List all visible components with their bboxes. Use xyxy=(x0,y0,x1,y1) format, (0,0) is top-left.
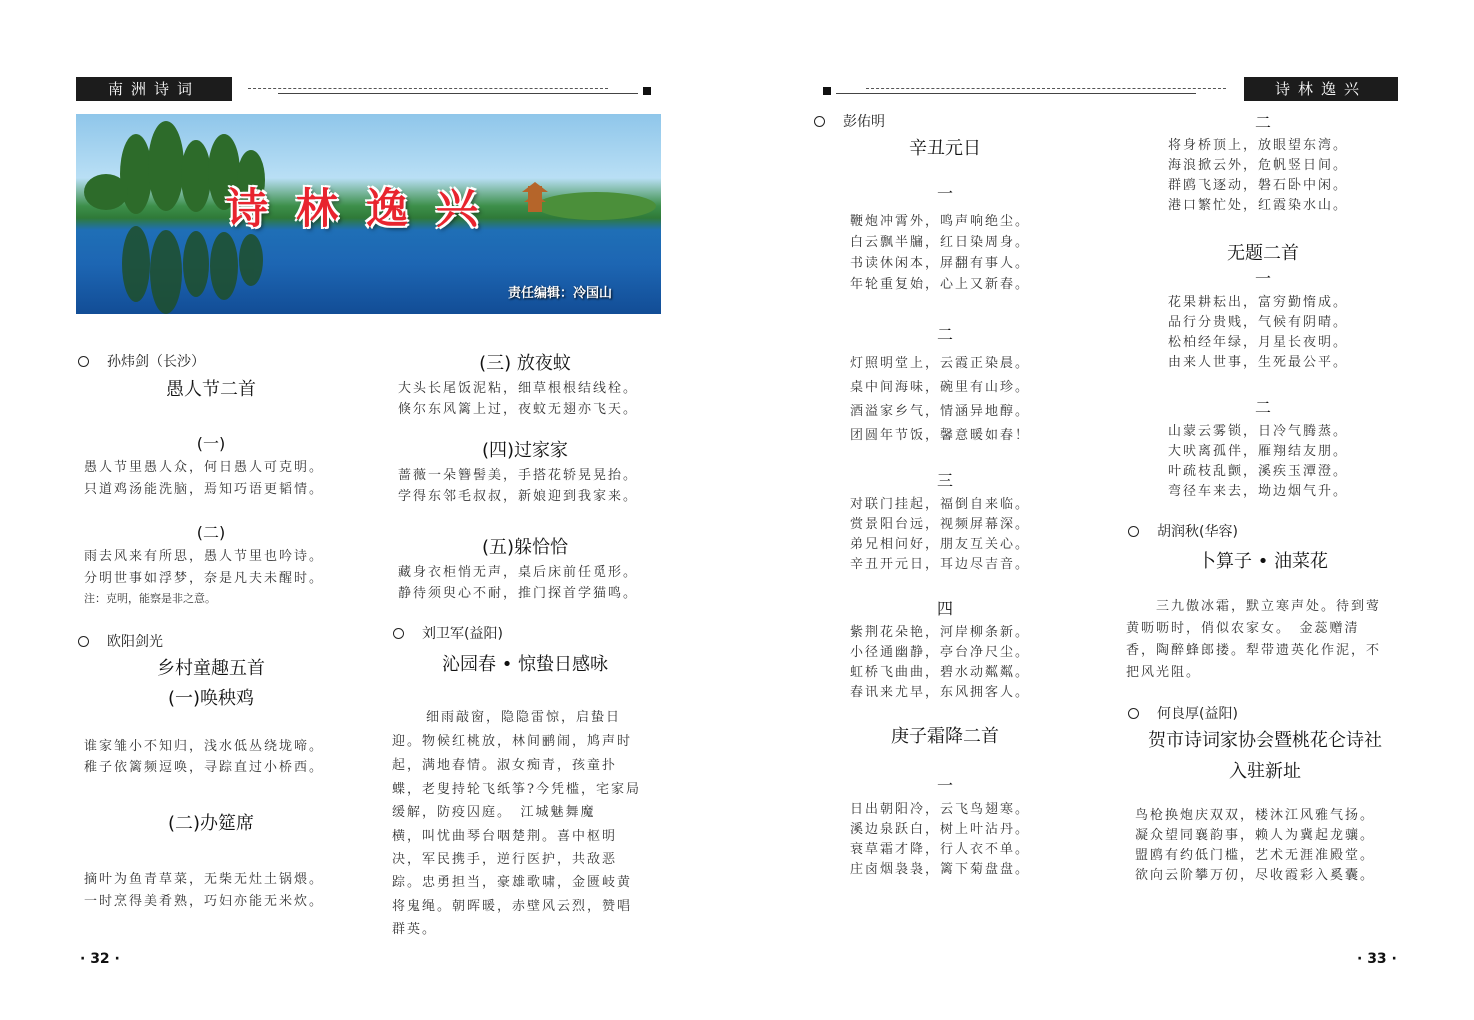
verse-line: 庄卤烟袅袅，篱下菊盘盘。 xyxy=(850,862,1031,877)
banner-editor: 责任编辑：冷国山 xyxy=(508,286,613,301)
poem-subtitle: (五)躲恰恰 xyxy=(481,537,569,558)
circle-bullet-icon xyxy=(78,636,89,647)
verse-line: 迎。物候红桃放，林间鹂闹，鸠声时 xyxy=(392,734,633,749)
verse-line: 雨去风来有所思，愚人节里也吟诗。 xyxy=(84,549,325,564)
verse-line: 鞭炮冲霄外，鸣声响绝尘。 xyxy=(850,214,1031,229)
section-num: 一 xyxy=(936,776,953,795)
section-num: 三 xyxy=(936,471,953,490)
verse-line: 凝众望同襄韵事，赖人为冀起龙骧。 xyxy=(1135,828,1376,843)
verse-line: 小径通幽静，亭台净尺尘。 xyxy=(850,645,1031,660)
poem-subtitle: (二)办筵席 xyxy=(167,813,255,834)
poem-title-heshi-line2: 入驻新址 xyxy=(1229,761,1301,782)
left-header-rule-dashed xyxy=(248,88,608,89)
section-num: 一 xyxy=(1254,269,1271,288)
verse-line: 摘叶为鱼青草菜，无柴无灶土锅煨。 xyxy=(84,872,325,887)
verse-line: 桌中间海味，碗里有山珍。 xyxy=(850,380,1031,395)
verse-line: 赏景阳台远，视频屏幕深。 xyxy=(850,517,1031,532)
left-header-square xyxy=(643,87,651,95)
circle-bullet-icon xyxy=(1128,526,1139,537)
verse-line: 酒溢家乡气，情涵异地醇。 xyxy=(850,404,1031,419)
verse-line: 蔷薇一朵簪髻美，手搭花轿晃晃抬。 xyxy=(398,468,639,483)
verse-line: 衰草霜才降，行人衣不单。 xyxy=(850,842,1031,857)
author-sun: 孙炜剑（长沙） xyxy=(78,352,205,372)
verse-line: 虹桥飞曲曲，碧水动粼粼。 xyxy=(850,665,1031,680)
verse-line: 只道鸡汤能洗脑，焉知巧语更韬情。 xyxy=(84,482,325,497)
verse-line: 弟兄相问好，朋友互关心。 xyxy=(850,537,1031,552)
verse-line: 稚子依篱频逗唤，寻踪直过小桥西。 xyxy=(84,760,325,775)
left-header-rule xyxy=(278,93,638,94)
circle-bullet-icon xyxy=(814,116,825,127)
verse-line: 香，陶醉蜂郎搂。犁带遗英化作泥，不 xyxy=(1126,643,1382,658)
author-ouyang: 欧阳剑光 xyxy=(78,632,163,652)
verse-line: 山蒙云雾锁，日冷气腾蒸。 xyxy=(1168,424,1349,439)
verse-line: 踪。忠勇担当，豪雄歌啸，金匮岐黄 xyxy=(392,875,633,890)
poem-subtitle: (一)唤秧鸡 xyxy=(167,688,255,709)
page-number-left: · 32 · xyxy=(80,951,120,967)
poem-subtitle: (四)过家家 xyxy=(481,440,569,461)
verse-line: 春讯来尤早，东风拥客人。 xyxy=(850,685,1031,700)
verse-line: 决，军民携手，逆行医护，共敌恶 xyxy=(392,852,618,867)
verse-line: 叶疏枝乱颤，溪疾玉潭澄。 xyxy=(1168,464,1349,479)
section-num: 一 xyxy=(936,184,953,203)
author-hu: 胡润秋(华容) xyxy=(1128,522,1238,542)
verse-line: 静待须臾心不耐，推门探首学猫鸣。 xyxy=(398,586,639,601)
poem-title-qinyuanchun: 沁园春 • 惊蛰日感咏 xyxy=(441,654,609,675)
verse-line: 缓解，防疫囚庭。 江城魅舞魔 xyxy=(392,805,596,820)
verse-line: 松柏经年绿，月星长夜明。 xyxy=(1168,335,1349,350)
verse-line: 学得东邻毛叔叔，新娘迎到我家来。 xyxy=(398,489,639,504)
verse-line: 愚人节里愚人众，何日愚人可克明。 xyxy=(84,460,325,475)
verse-line: 将身桥顶上，放眼望东湾。 xyxy=(1168,138,1349,153)
verse-line: 年轮重复始，心上又新春。 xyxy=(850,277,1031,292)
verse-line: 横，叫忧曲琴台咽楚荆。喜中枢明 xyxy=(392,829,618,844)
banner-title: 诗林逸兴 xyxy=(226,184,507,233)
verse-line: 辛丑开元日，耳边尽吉音。 xyxy=(850,557,1031,572)
verse-line: 起，满地春情。淑女痴青，孩童扑 xyxy=(392,758,618,773)
verse-line: 弯径车来去，坳边烟气升。 xyxy=(1168,484,1349,499)
section-num: 二 xyxy=(1254,113,1271,132)
section-num: (二) xyxy=(196,523,226,542)
right-header-rule xyxy=(836,93,1196,94)
verse-line: 群鸥飞逐动，磐石卧中闲。 xyxy=(1168,178,1349,193)
left-header-label: 南洲诗词 xyxy=(76,77,232,101)
verse-line: 一时烹得美肴熟，巧妇亦能无米炊。 xyxy=(84,894,325,909)
verse-line: 分明世事如浮梦，奈是凡夫未醒时。 xyxy=(84,571,325,586)
verse-line: 由来人世事，生死最公平。 xyxy=(1168,355,1349,370)
verse-line: 港口繁忙处，红霞染水山。 xyxy=(1168,198,1349,213)
verse-line: 三九傲冰霜，默立寒声处。待到莺 xyxy=(1156,599,1382,614)
verse-line: 黄呖呖时，俏似农家女。 金蕊赠清 xyxy=(1126,621,1360,636)
verse-line: 鸟枪换炮庆双双，楼沐江风雅气扬。 xyxy=(1135,808,1376,823)
poem-subtitle: (三) 放夜蚊 xyxy=(479,353,571,374)
poem-title-yurenjie: 愚人节二首 xyxy=(166,379,256,400)
right-header-label: 诗林逸兴 xyxy=(1244,77,1398,101)
section-num: 二 xyxy=(936,325,953,344)
verse-line: 藏身衣柜悄无声，桌后床前任觅形。 xyxy=(398,565,639,580)
verse-line: 白云飘半牖，红日染周身。 xyxy=(850,235,1031,250)
section-num: 二 xyxy=(1254,398,1271,417)
author-he: 何良厚(益阳) xyxy=(1128,704,1238,724)
poem-title-heshi-line1: 贺市诗词家协会暨桃花仑诗社 xyxy=(1148,730,1382,751)
verse-line: 细雨敲窗，隐隐雷惊，启蛰日 xyxy=(426,710,622,725)
right-header-rule-dashed xyxy=(866,88,1226,89)
verse-line: 大吠离孤伴，雁翔结友朋。 xyxy=(1168,444,1349,459)
verse-line: 群英。 xyxy=(392,922,438,937)
verse-line: 蝶，老叟持轮飞纸筝?今凭槛，宅家局 xyxy=(392,782,641,797)
verse-line: 团圆年节饭，馨意暖如春！ xyxy=(850,428,1031,443)
verse-line: 海浪掀云外，危帆竖日间。 xyxy=(1168,158,1349,173)
verse-line: 日出朝阳冷，云飞鸟翅寒。 xyxy=(850,802,1031,817)
poem-title-gengzi: 庚子霜降二首 xyxy=(891,726,999,747)
verse-line: 花果耕耘出，富穷勤惰成。 xyxy=(1168,295,1349,310)
circle-bullet-icon xyxy=(78,356,89,367)
verse-line: 倏尔东风篱上过，夜蚊无翅亦飞天。 xyxy=(398,402,639,417)
verse-line: 盟鸥有约低门槛，艺术无涯准殿堂。 xyxy=(1135,848,1376,863)
section-num: 四 xyxy=(936,599,953,618)
verse-line: 紫荆花朵艳，河岸柳条新。 xyxy=(850,625,1031,640)
poem-title-wuti: 无题二首 xyxy=(1227,243,1299,264)
right-header-square xyxy=(823,87,831,95)
verse-line: 欲向云阶攀万仞，尽收霞彩入奚囊。 xyxy=(1135,868,1376,883)
author-peng: 彭佑明 xyxy=(814,112,885,132)
poem-title-xiangcun: 乡村童趣五首 xyxy=(157,658,265,679)
banner-image xyxy=(76,114,661,314)
verse-line: 对联门挂起，福倒自来临。 xyxy=(850,497,1031,512)
verse-line: 灯照明堂上，云霞正染晨。 xyxy=(850,356,1031,371)
verse-line: 把风光阻。 xyxy=(1126,665,1202,680)
verse-line: 品行分贵贱，气候有阴晴。 xyxy=(1168,315,1349,330)
poem-title-busuanzi: 卜算子 • 油菜花 xyxy=(1197,551,1329,572)
verse-line: 大头长尾饭泥粘，细草根根结线栓。 xyxy=(398,381,639,396)
author-liu: 刘卫军(益阳) xyxy=(393,624,503,644)
poem-note: 注：克明，能察是非之意。 xyxy=(84,592,216,605)
poem-title-xinchou: 辛丑元日 xyxy=(909,138,981,159)
verse-line: 溪边泉跃白，树上叶沾丹。 xyxy=(850,822,1031,837)
verse-line: 书读休闲本，屏翻有事人。 xyxy=(850,256,1031,271)
verse-line: 谁家雏小不知归，浅水低丛绕垅啼。 xyxy=(84,739,325,754)
section-num: (一) xyxy=(196,434,226,453)
circle-bullet-icon xyxy=(1128,708,1139,719)
page-number-right: · 33 · xyxy=(1357,951,1397,967)
circle-bullet-icon xyxy=(393,628,404,639)
verse-line: 将鬼绳。朝晖暖，赤壁风云烈，赞唱 xyxy=(392,899,633,914)
